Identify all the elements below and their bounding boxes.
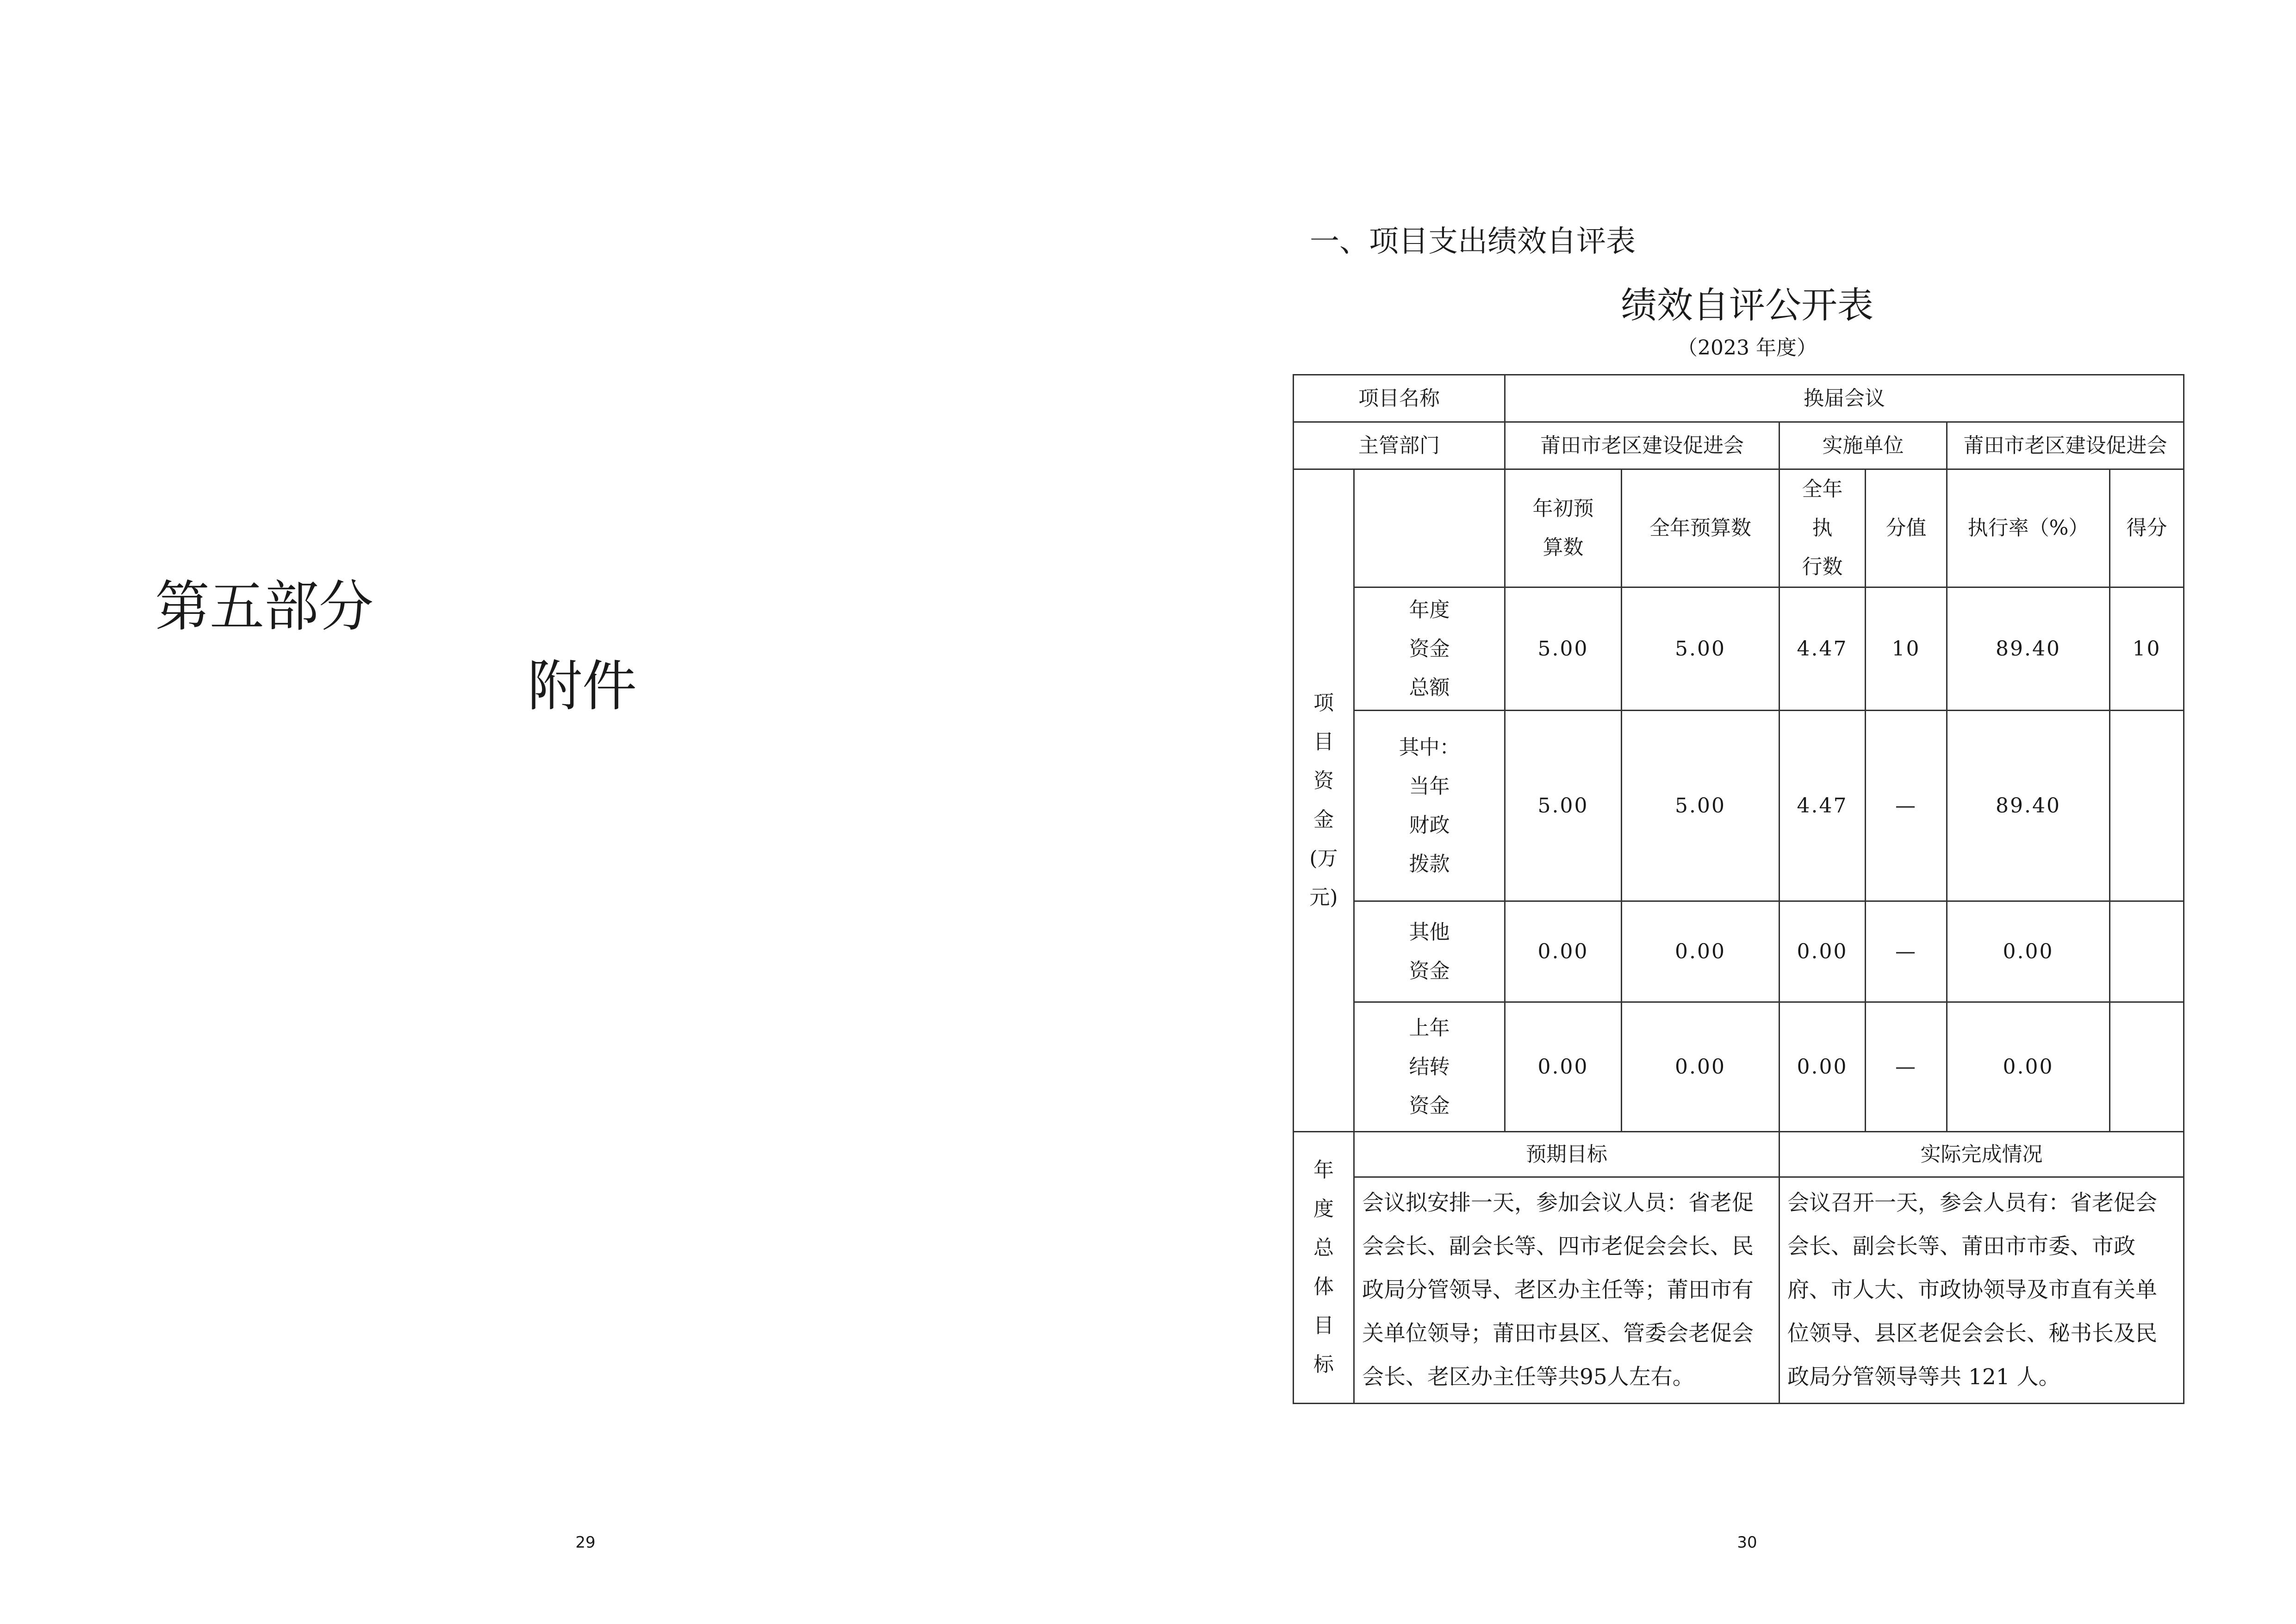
performance-table xyxy=(1293,374,2184,1404)
fund-side-label: 项 目 资 金 (万 元) xyxy=(1294,469,1354,1132)
col-score: 得分 xyxy=(2110,469,2184,587)
part-subtitle: 附件 xyxy=(528,654,637,718)
expected-goal-text: 会议拟安排一天，参加会议人员：省老促会会长、副会长等、四市老促会会长、民政局分管领导、老区办主任等；莆田市有关单位领导；莆田市县区、管委会老促会会长、老区办主任等共95人左右。 xyxy=(1354,1177,1780,1404)
cell-score: 10 xyxy=(2110,587,2184,711)
col-annual-exec: 全年 执 行数 xyxy=(1780,469,1866,587)
cell-score xyxy=(2110,901,2184,1002)
cell-initial: 5.00 xyxy=(1505,711,1622,901)
page-number-left: 29 xyxy=(575,1533,596,1552)
cell-rate: 0.00 xyxy=(1947,1002,2110,1132)
col-initial-budget: 年初预 算数 xyxy=(1505,469,1622,587)
cell-weight: — xyxy=(1866,1002,1947,1132)
cell-annual: 0.00 xyxy=(1622,1002,1780,1132)
cell-exec: 4.47 xyxy=(1780,711,1866,901)
table-year: （2023 年度） xyxy=(1677,336,1817,360)
cell-score xyxy=(2110,711,2184,901)
section-heading: 一、项目支出绩效自评表 xyxy=(1310,225,1636,259)
cell-rate: 89.40 xyxy=(1947,711,2110,901)
goal-side-label: 年 度 总 体 目 标 xyxy=(1294,1132,1354,1404)
actual-result-text: 会议召开一天，参会人员有：省老促会会长、副会长等、莆田市市委、市政府、市人大、市政协领导及市直有关单位领导、县区老促会会长、秘书长及民政局分管领导等共 121 人。 xyxy=(1780,1177,2184,1404)
project-name-label: 项目名称 xyxy=(1294,375,1505,422)
table-title: 绩效自评公开表 xyxy=(1620,285,1873,326)
cell-rate: 0.00 xyxy=(1947,901,2110,1002)
cell-weight: — xyxy=(1866,711,1947,901)
supervisor-value: 莆田市老区建设促进会 xyxy=(1505,422,1780,469)
cell-weight: 10 xyxy=(1866,587,1947,711)
cell-annual: 5.00 xyxy=(1622,711,1780,901)
cell-annual: 0.00 xyxy=(1622,901,1780,1002)
table-row xyxy=(1294,587,2184,711)
implementer-label: 实施单位 xyxy=(1780,422,1947,469)
cell-score xyxy=(2110,1002,2184,1132)
cell-exec: 4.47 xyxy=(1780,587,1866,711)
col-score-weight: 分值 xyxy=(1866,469,1947,587)
row-label: 上年 结转 资金 xyxy=(1354,1002,1505,1132)
cell-rate: 89.40 xyxy=(1947,587,2110,711)
row-label: 其他 资金 xyxy=(1354,901,1505,1002)
cell-initial: 0.00 xyxy=(1505,901,1622,1002)
table-row xyxy=(1294,1002,2184,1132)
implementer-value: 莆田市老区建设促进会 xyxy=(1947,422,2184,469)
cell-exec: 0.00 xyxy=(1780,1002,1866,1132)
header-blank xyxy=(1354,469,1505,587)
actual-result-header: 实际完成情况 xyxy=(1780,1132,2184,1177)
table-row xyxy=(1294,711,2184,901)
row-label: 其中： 当年 财政 拨款 xyxy=(1354,711,1505,901)
row-label: 年度 资金 总额 xyxy=(1354,587,1505,711)
cell-annual: 5.00 xyxy=(1622,587,1780,711)
table-row xyxy=(1294,901,2184,1002)
part-title: 第五部分 xyxy=(155,575,374,638)
expected-goal-header: 预期目标 xyxy=(1354,1132,1780,1177)
cell-initial: 0.00 xyxy=(1505,1002,1622,1132)
project-name-value: 换届会议 xyxy=(1505,375,2184,422)
col-annual-budget: 全年预算数 xyxy=(1622,469,1780,587)
cell-exec: 0.00 xyxy=(1780,901,1866,1002)
page-number-right: 30 xyxy=(1737,1533,1757,1552)
cell-initial: 5.00 xyxy=(1505,587,1622,711)
col-exec-rate: 执行率（%） xyxy=(1947,469,2110,587)
cell-weight: — xyxy=(1866,901,1947,1002)
supervisor-label: 主管部门 xyxy=(1294,422,1505,469)
